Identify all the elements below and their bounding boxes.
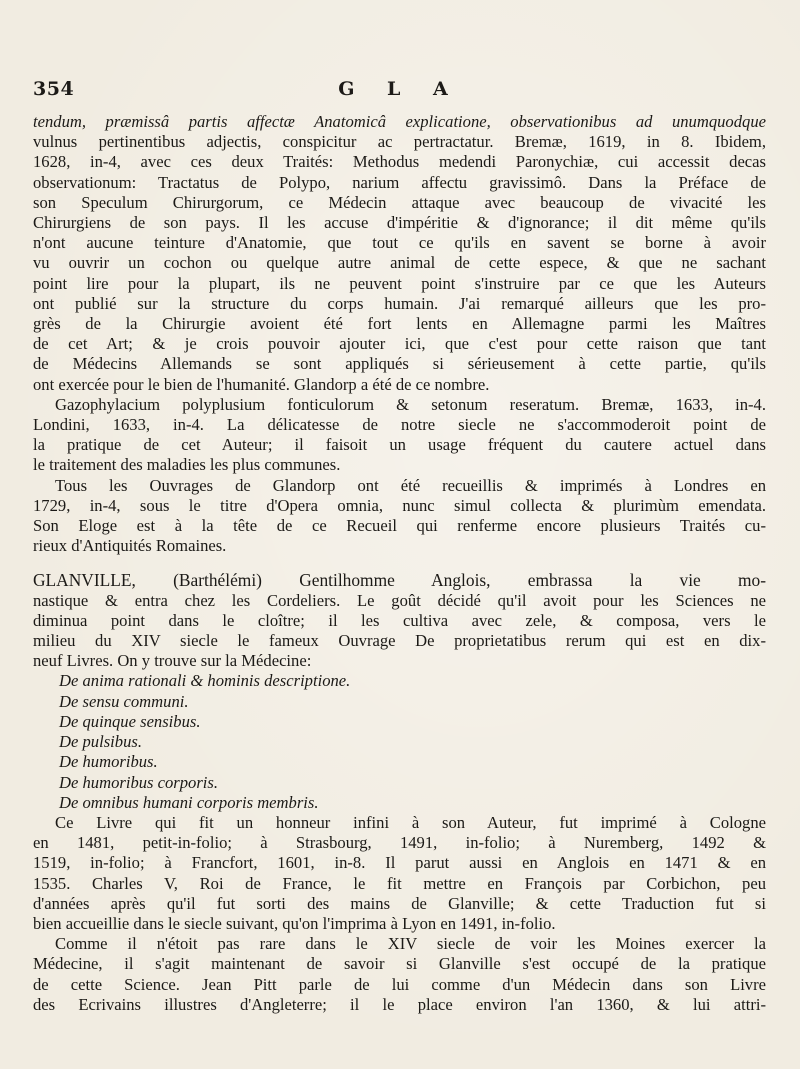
text-line: nastique & entra chez les Cordeliers. Le goût décidé qu'il avoit pour les Sciences ne — [33, 590, 766, 610]
text-line: neuf Livres. On y trouve sur la Médecine: — [33, 651, 312, 671]
text-line: d'années après qu'il fut sorti des mains de Glanville; & cette Traduction fut si — [33, 893, 766, 913]
list-item: De humoribus. — [59, 752, 158, 772]
title-list — [33, 671, 766, 812]
paragraph-continuation — [33, 112, 766, 395]
text-line: tendum, præmissâ partis affectæ Anatomicâ explicatione, observationibus ad unumquodque — [33, 112, 766, 131]
text-line: son Speculum Chirurgorum, ce Médecin attaque avec beaucoup de vivacité les — [33, 192, 766, 212]
text-line: observationum: Tractatus de Polypo, narium affectu gravissimô. Dans la Préface de — [33, 172, 766, 192]
text-line: Chirurgiens de son pays. Il les accuse d'impéritie & d'ignorance; il dit même qu'ils — [33, 213, 766, 233]
text-line: Ce Livre qui fit un honneur infini à son Auteur, fut imprimé à Cologne — [55, 812, 766, 832]
text-line: Son Eloge est à la tête de ce Recueil qui renferme encore plusieurs Traités cu- — [33, 516, 766, 536]
text-line: Tous les Ouvrages de Glandorp ont été recueillis & imprimés à Londres en — [55, 475, 766, 495]
list-item: De anima rationali & hominis descriptione. — [59, 671, 351, 691]
list-item: De pulsibus. — [59, 732, 142, 752]
text-line: de Médecins Allemands se sont appliqués si sérieusement à cette partie, qu'ils — [33, 354, 766, 374]
text-line: Médecine, il s'agit maintenant de savoir si Glanville s'est occupé de la pratique — [33, 954, 766, 974]
list-item: De sensu communi. — [59, 691, 189, 711]
text-line: rieux d'Antiquités Romaines. — [33, 536, 227, 556]
text-line: Comme il n'étoit pas rare dans le XIV siecle de voir les Moines exercer la — [55, 934, 766, 954]
text-line: 1628, in-4, avec ces deux Traités: Methodus medendi Paronychiæ, cui accessit decas — [33, 152, 766, 172]
text-line: de cette Science. Jean Pitt parle de lui comme d'un Médecin dans son Livre — [33, 974, 766, 994]
list-item: De omnibus humani corporis membris. — [59, 792, 319, 812]
text-line: bien accueillie dans le siecle suivant, qu'on l'imprima à Lyon en 1491, in-folio. — [33, 913, 556, 933]
text-line: point lire pour la plupart, ils ne peuvent point s'instruire par ce que les Auteurs — [33, 273, 766, 293]
text-line: Gazophylacium polyplusium fonticulorum & setonum reseratum. Bremæ, 1633, in-4. — [55, 394, 766, 414]
paragraph-gazophylacium — [33, 395, 766, 476]
paragraph-editions — [33, 813, 766, 934]
entry-heading-line: GLANVILLE, (Barthélémi) Gentilhomme Anglois, embrassa la vie mo- — [33, 570, 766, 591]
text-line: des Ecrivains illustres d'Angleterre; il le place environ l'an 1360, & lui attri- — [33, 994, 766, 1014]
entry-glanville — [33, 570, 766, 671]
text-line: la pratique de cet Auteur; il faisoit un usage fréquent du cautere actuel dans — [33, 435, 766, 455]
text-line: n'ont aucune teinture d'Anatomie, que tout ce qu'ils en savent se borne à avoir — [33, 233, 766, 253]
text-line: vu ouvrir un cochon ou quelque autre animal de cette espece, & que ne sachant — [33, 253, 766, 273]
running-head: G L A — [338, 78, 461, 100]
text-line: grès de la Chirurgie avoient été fort lents en Allemagne parmi les Maîtres — [33, 314, 766, 334]
text-line: 1729, in-4, sous le titre d'Opera omnia, nunc simul collecta & plurimùm emendata. — [33, 495, 766, 515]
text-line: de cet Art; & je crois pouvoir ajouter ici, que c'est pour cette raison que tant — [33, 334, 766, 354]
text-line: le traitement des maladies les plus communes. — [33, 455, 341, 475]
list-item: De humoribus corporis. — [59, 772, 219, 792]
text-line: diminua point dans le cloître; il les cultiva avec zele, & composa, vers le — [33, 610, 766, 630]
list-item: De quinque sensibus. — [59, 711, 201, 731]
page-header — [33, 78, 766, 104]
text-line: Londini, 1633, in-4. La délicatesse de notre siecle ne s'accommoderoit point de — [33, 415, 766, 435]
body-text — [33, 112, 766, 1015]
text-line: vulnus pertinentibus adjectis, conspicitur ac pertractatur. Bremæ, 1619, in 8. Ibidem, — [33, 132, 766, 152]
text-line: en 1481, petit-in-folio; à Strasbourg, 1491, in-folio; à Nuremberg, 1492 & — [33, 833, 766, 853]
page-number: 354 — [33, 78, 75, 100]
text-line: 1535. Charles V, Roi de France, le fit mettre en François par Corbichon, peu — [33, 873, 766, 893]
text-line: ont publié sur la structure du corps humain. J'ai remarqué ailleurs que les pro- — [33, 293, 766, 313]
text-line: ont exercée pour le bien de l'humanité. Glandorp a été de ce nombre. — [33, 374, 490, 394]
paragraph-ouvrages — [33, 476, 766, 557]
paragraph-medecine — [33, 934, 766, 1015]
text-line: milieu du XIV siecle le fameux Ouvrage De proprietatibus rerum qui est en dix- — [33, 631, 766, 651]
entry-gap — [33, 556, 766, 570]
text-line: 1519, in-folio; à Francfort, 1601, in-8. Il parut aussi en Anglois en 1471 & en — [33, 853, 766, 873]
